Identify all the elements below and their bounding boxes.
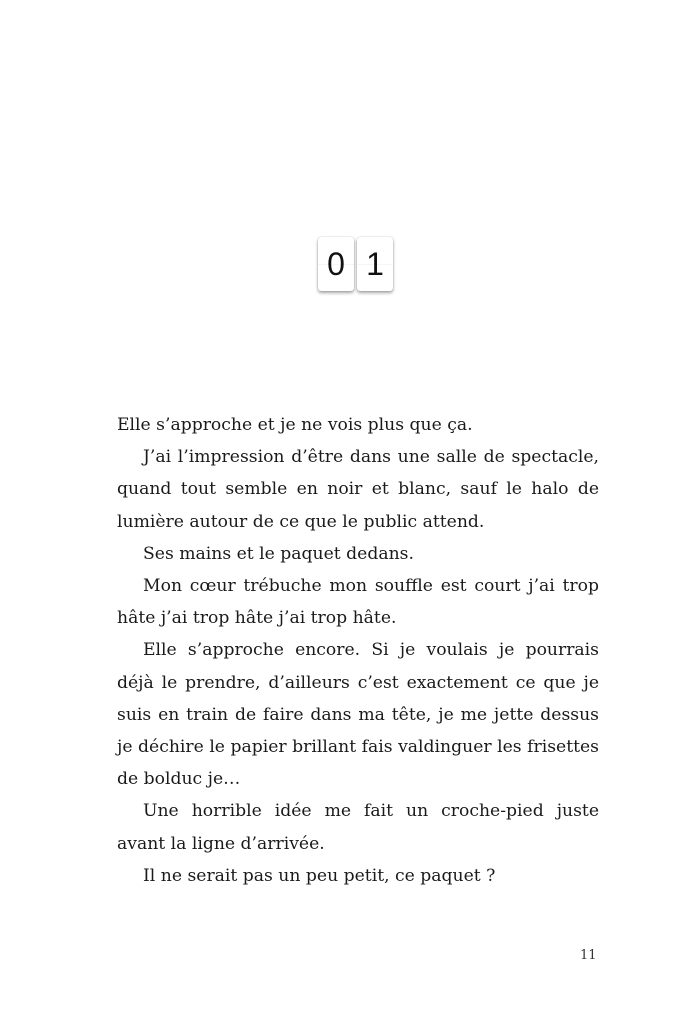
paragraph: Une horrible idée me fait un croche-pied juste avant la ligne d’arrivée. [117,801,599,854]
page-number: 11 [580,948,597,963]
chapter-digit: 1 [366,245,384,282]
chapter-digit: 0 [327,245,345,282]
chapter-number [318,237,393,291]
chapter-digit-tile [318,237,354,291]
paragraph: Elle s’approche encore. Si je voulais je pourrais déjà le prendre, d’ailleurs c’est exactement ce que je suis en train de faire dans ma tête, je me jette dessus je déchire le papier brillant fais valdinguer les frisettes de bolduc je… [117,640,599,790]
body-text [117,409,599,892]
chapter-digit-tile [357,237,393,291]
paragraph: Mon cœur trébuche mon souffle est court j’ai trop hâte j’ai trop hâte j’ai trop hâte. [117,576,599,629]
paragraph: J’ai l’impression d’être dans une salle de spectacle, quand tout semble en noir et blanc, sauf le halo de lumière autour de ce que le public attend. [117,447,599,532]
paragraph: Il ne serait pas un peu petit, ce paquet ? [143,865,496,886]
paragraph: Elle s’approche et je ne vois plus que ça. [117,415,473,435]
paragraph: Ses mains et le paquet dedans. [143,543,414,564]
